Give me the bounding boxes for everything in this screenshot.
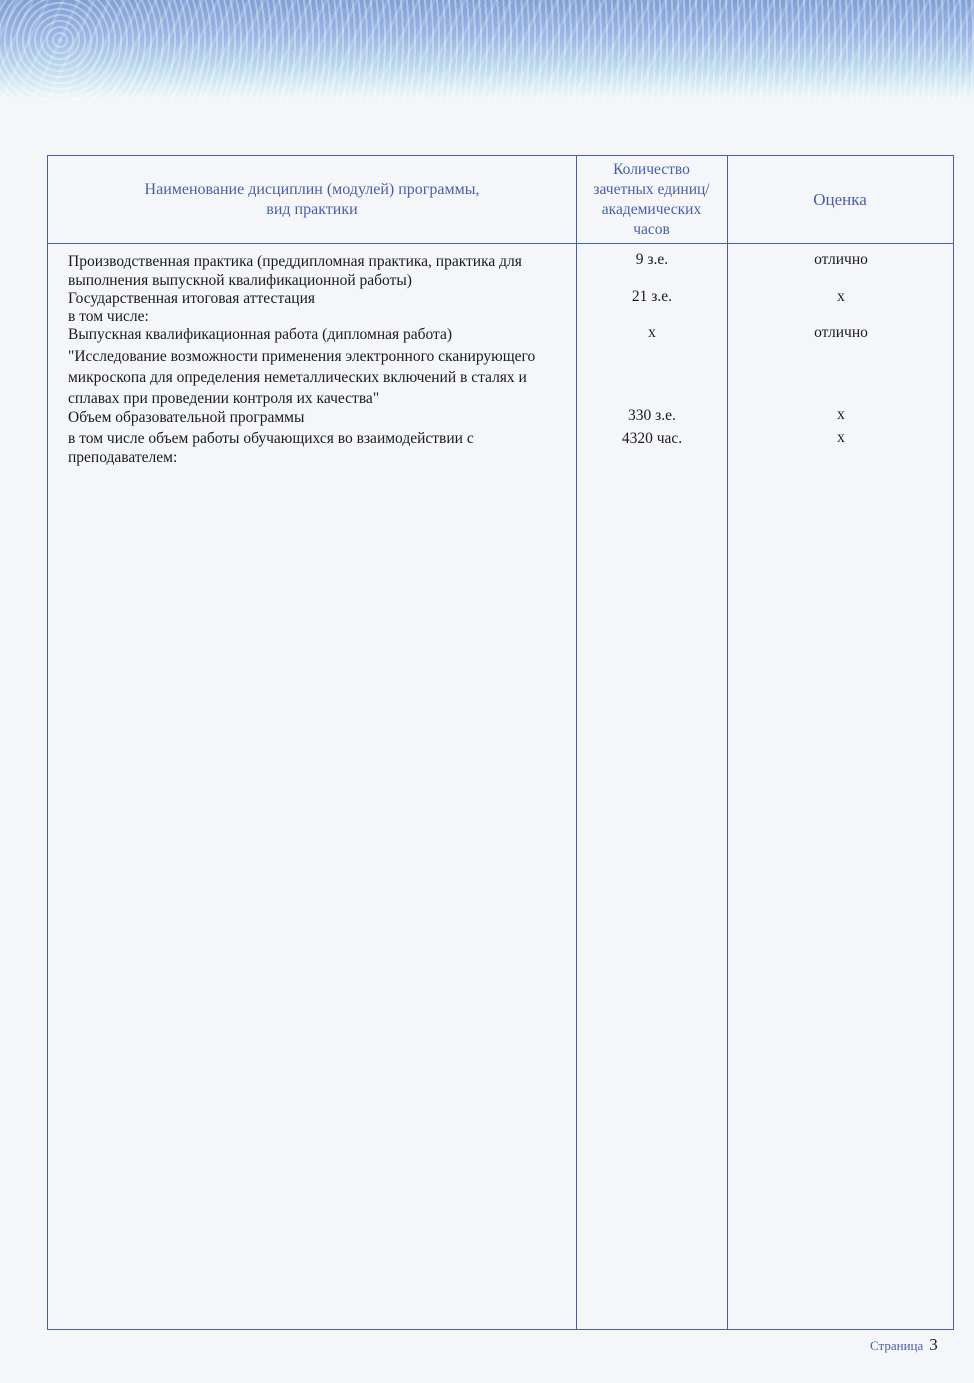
header-text: зачетных единиц/ [593,180,710,198]
header-grade [727,156,953,243]
table-row: в том числе: [68,308,149,325]
decorative-header-band [0,0,974,100]
row-grade: х [837,406,845,423]
header-credits [576,156,727,243]
row-grade: х [837,429,845,446]
row-grade: отлично [814,324,868,341]
table-row: Объем образовательной программы [68,409,305,426]
header-text: Оценка [813,189,867,209]
header-text: Количество [613,160,690,178]
table-row [68,252,522,290]
thesis-title-line: сплавах при проведении контроля их качества" [68,390,380,407]
row-credits: 330 з.е. [628,407,676,424]
row-grade: х [837,288,845,305]
page-footer [870,1335,938,1355]
header-divider [48,243,953,244]
row-credits: 21 з.е. [631,288,673,305]
row-name-line: Производственная практика (преддипломная практика, практика для [68,253,522,270]
header-text: академических [601,200,702,218]
row-credits: 9 з.е. [635,251,669,268]
table-row: Выпускная квалификационная работа (дипломная работа) [68,326,453,343]
header-discipline-name [48,156,576,243]
table-row [68,429,474,467]
thesis-title [68,346,535,409]
page-number: 3 [929,1335,938,1354]
thesis-title-line: "Исследование возможности применения электронного сканирующего [68,348,536,365]
header-text: часов [633,220,670,238]
row-name-line: преподавателем: [68,449,178,466]
header-text: вид практики [266,200,358,218]
row-credits: 4320 час. [621,430,683,447]
row-grade: отлично [814,251,868,268]
row-name-line: в том числе объем работы обучающихся во взаимодействии с [68,430,474,447]
row-name-line: выполнения выпускной квалификационной работы) [68,272,412,289]
table-row: Государственная итоговая аттестация [68,290,316,307]
thesis-title-line: микроскопа для определения неметаллических включений в сталях и [68,369,527,386]
row-credits: х [648,324,656,341]
page-label: Страница [870,1338,924,1353]
header-text: Наименование дисциплин (модулей) программы, [144,180,480,198]
